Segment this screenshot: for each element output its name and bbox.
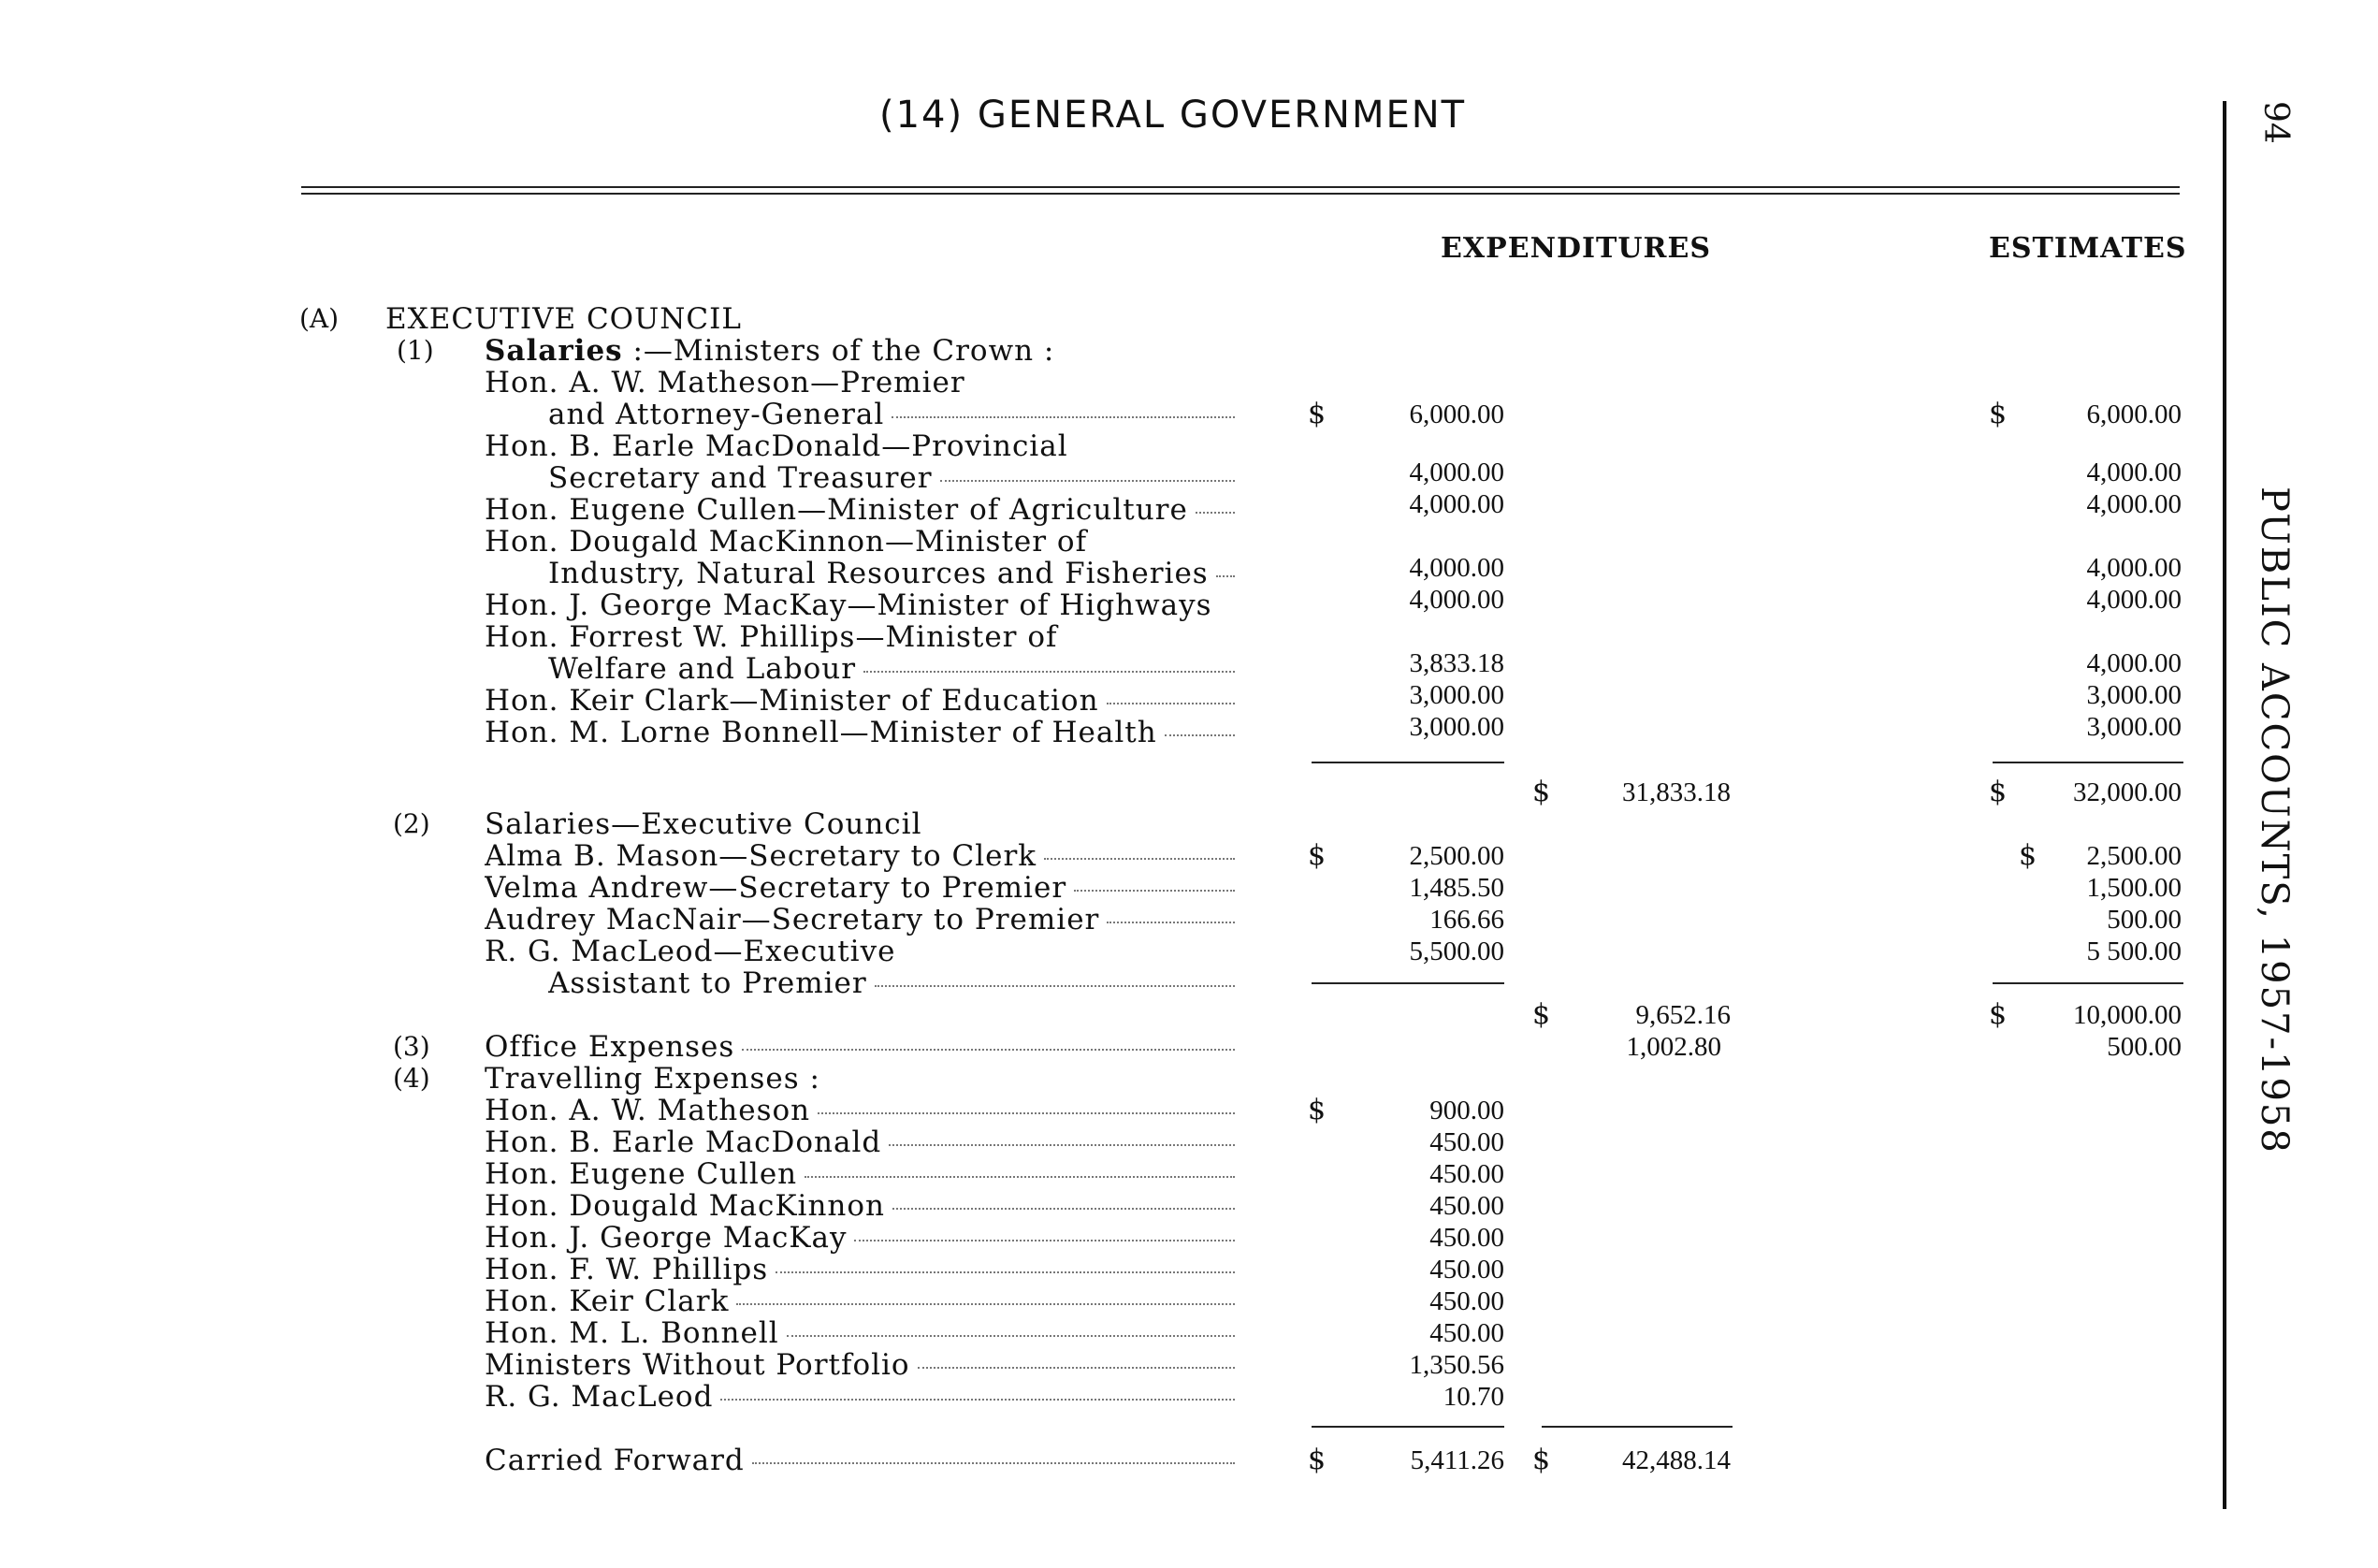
- subtotal-estimate: 32,000.00: [2073, 777, 2182, 807]
- entry-label: Hon. J. George MacKay—Minister of Highways: [485, 588, 1212, 622]
- estimate-value: 4,000.00: [2086, 648, 2182, 678]
- dollar-sign: $: [1532, 998, 1551, 1031]
- entry-label: Hon. Keir Clark: [485, 1285, 1235, 1317]
- subsection-label: Travelling Expenses :: [485, 1062, 820, 1096]
- running-title: PUBLIC ACCOUNTS, 1957-1958: [2253, 486, 2296, 1154]
- subsection-label-bold: Salaries: [485, 334, 623, 368]
- entry-label: Hon. Eugene Cullen—Minister of Agriculture: [485, 494, 1235, 526]
- expenditure-value: 450.00: [1429, 1255, 1504, 1285]
- expenditure-value: 4,000.00: [1409, 489, 1504, 519]
- estimate-value: 4,000.00: [2086, 457, 2182, 487]
- entry-label: Hon. J. George MacKay: [485, 1222, 1235, 1254]
- table-row: [0, 1285, 2208, 1317]
- carried-forward-total: 42,488.14: [1622, 1445, 1731, 1475]
- table-row: [0, 1190, 2208, 1222]
- table-row: [0, 1095, 2208, 1126]
- page-number: 94: [2256, 101, 2295, 144]
- entry-label: R. G. MacLeod—Executive: [485, 935, 896, 968]
- margin-rule: [2223, 101, 2226, 1509]
- estimates-column-heading: ESTIMATES: [1989, 232, 2187, 265]
- entry-label: Hon. A. W. Matheson—Premier: [485, 366, 965, 399]
- estimate-value: 1,500.00: [2086, 873, 2182, 903]
- section-heading: [0, 303, 2208, 335]
- expenditure-value: 450.00: [1429, 1191, 1504, 1221]
- table-row: [0, 553, 2208, 589]
- expenditure-value: 450.00: [1429, 1318, 1504, 1348]
- entry-label: Ministers Without Portfolio: [485, 1349, 1235, 1381]
- expenditures-column-heading: EXPENDITURES: [1441, 232, 1711, 265]
- subtotal-rule: [1312, 982, 1504, 984]
- expenditure-value: 1,350.56: [1409, 1350, 1504, 1380]
- expenditure-value: 4,000.00: [1409, 457, 1504, 487]
- estimate-value: 3,000.00: [2086, 680, 2182, 710]
- table-row: [0, 872, 2208, 904]
- subsection-heading: [0, 808, 2208, 840]
- expenditure-value: 6,000.00: [1409, 399, 1504, 429]
- expenditure-value: 1,485.50: [1409, 873, 1504, 903]
- dollar-sign: $: [1308, 839, 1327, 872]
- table-row: [0, 585, 2208, 622]
- subsection-label: [485, 335, 1054, 367]
- entry-label: Alma B. Mason—Secretary to Clerk: [485, 840, 1235, 872]
- subtotal-row: [0, 999, 2208, 1031]
- table-row: [0, 967, 2208, 999]
- total-rule: [1542, 1426, 1733, 1428]
- subsection-label-rest: :—Ministers of the Crown :: [622, 334, 1055, 368]
- entry-label: Hon. Keir Clark—Minister of Education: [485, 685, 1235, 717]
- entry-label: Hon. F. W. Phillips: [485, 1254, 1235, 1285]
- header-rule-secondary: [301, 193, 2180, 195]
- entry-label: Office Expenses: [485, 1031, 1235, 1063]
- entry-label: Hon. Forrest W. Phillips—Minister of: [485, 620, 1058, 654]
- table-row: [0, 1222, 2208, 1254]
- estimate-value: 3,000.00: [2086, 712, 2182, 742]
- item-number: (4): [393, 1063, 430, 1094]
- subsection-heading: [0, 1063, 2208, 1095]
- header-rule: [301, 186, 2180, 188]
- subtotal-rule: [1312, 762, 1504, 763]
- table-row: [0, 489, 2208, 526]
- expenditure-value: 3,000.00: [1409, 712, 1504, 742]
- dollar-sign: $: [1308, 1094, 1327, 1126]
- table-row: [0, 904, 2208, 936]
- estimate-value: 4,000.00: [2086, 585, 2182, 615]
- expenditure-value: 450.00: [1429, 1159, 1504, 1189]
- page-title: (14) GENERAL GOVERNMENT: [879, 94, 1467, 137]
- entry-label-continued: Secretary and Treasurer: [548, 462, 1235, 494]
- subsection-label: Salaries—Executive Council: [485, 807, 922, 841]
- table-row: [0, 621, 2208, 653]
- dollar-sign: $: [1989, 998, 2008, 1031]
- entry-label: Hon. B. Earle MacDonald—Provincial: [485, 429, 1068, 463]
- table-row: [0, 936, 2208, 967]
- table-row: [0, 1317, 2208, 1349]
- item-number: (1): [397, 335, 434, 366]
- estimate-value: 500.00: [2107, 1032, 2182, 1062]
- section-letter: (A): [299, 303, 340, 334]
- subtotal-rule: [1993, 982, 2183, 984]
- expenditure-value: 900.00: [1429, 1096, 1504, 1125]
- subtotal-row: [0, 777, 2208, 808]
- expenditure-value: 1,002.80: [1626, 1032, 1721, 1062]
- expenditure-value: 450.00: [1429, 1286, 1504, 1316]
- table-row: [0, 430, 2208, 462]
- table-row: [0, 367, 2208, 399]
- item-number: (2): [393, 808, 430, 839]
- expenditure-value: 10.70: [1443, 1382, 1504, 1412]
- subsection-heading: [0, 335, 2208, 367]
- subtotal-estimate: 10,000.00: [2073, 1000, 2182, 1030]
- expenditure-value: 5,500.00: [1409, 936, 1504, 966]
- entry-label: R. G. MacLeod: [485, 1381, 1235, 1413]
- subtotal-expenditure: 9,652.16: [1635, 1000, 1731, 1030]
- estimate-value: 500.00: [2107, 905, 2182, 935]
- entry-label: Velma Andrew—Secretary to Premier: [485, 872, 1235, 904]
- estimate-value: 4,000.00: [2086, 489, 2182, 519]
- expenditure-value: 166.66: [1429, 905, 1504, 935]
- entry-label: Hon. Dougald MacKinnon: [485, 1190, 1235, 1222]
- dollar-sign: $: [1989, 776, 2008, 808]
- estimate-value: 4,000.00: [2086, 553, 2182, 583]
- expenditure-value: 3,000.00: [1409, 680, 1504, 710]
- expenditure-value: 2,500.00: [1409, 841, 1504, 871]
- carried-forward-label: Carried Forward: [485, 1445, 1235, 1476]
- entry-label-continued: Industry, Natural Resources and Fisheries: [548, 558, 1235, 589]
- table-row: [0, 648, 2208, 685]
- carried-forward-row: [0, 1445, 2208, 1476]
- entry-label: Hon. A. W. Matheson: [485, 1095, 1235, 1126]
- expenditure-value: 4,000.00: [1409, 553, 1504, 583]
- estimate-value: 5 500.00: [2086, 936, 2182, 966]
- dollar-sign: $: [1308, 398, 1327, 430]
- table-row: [0, 1254, 2208, 1285]
- dollar-sign: $: [1532, 776, 1551, 808]
- total-rule: [1312, 1426, 1504, 1428]
- entry-label: Hon. Eugene Cullen: [485, 1158, 1235, 1190]
- entry-label-continued: Assistant to Premier: [548, 967, 1235, 999]
- dollar-sign: $: [2019, 839, 2037, 872]
- table-row: [0, 1158, 2208, 1190]
- dollar-sign: $: [1308, 1444, 1327, 1476]
- entry-label: Hon. M. Lorne Bonnell—Minister of Health: [485, 717, 1235, 748]
- table-row: [0, 526, 2208, 558]
- carried-forward-expenditure: 5,411.26: [1410, 1445, 1504, 1475]
- table-row: [0, 457, 2208, 494]
- entry-label: Hon. Dougald MacKinnon—Minister of: [485, 525, 1088, 559]
- expenditure-value: 450.00: [1429, 1127, 1504, 1157]
- entry-label: Audrey MacNair—Secretary to Premier: [485, 904, 1235, 936]
- subtotal-rule: [1993, 762, 2183, 763]
- subtotal-expenditure: 31,833.18: [1622, 777, 1731, 807]
- table-row: [0, 1031, 2208, 1063]
- dollar-sign: $: [1989, 398, 2008, 430]
- table-row: [0, 1126, 2208, 1158]
- estimate-value: 6,000.00: [2086, 399, 2182, 429]
- table-row: [0, 1349, 2208, 1381]
- table-row: [0, 712, 2208, 748]
- table-row: [0, 680, 2208, 717]
- expenditure-value: 4,000.00: [1409, 585, 1504, 615]
- entry-label-continued: Welfare and Labour: [548, 653, 1235, 685]
- expenditure-value: 3,833.18: [1409, 648, 1504, 678]
- entry-label-continued: and Attorney-General: [548, 399, 1235, 430]
- item-number: (3): [393, 1031, 430, 1062]
- table-row: [0, 1381, 2208, 1413]
- entry-label: Hon. M. L. Bonnell: [485, 1317, 1235, 1349]
- table-row: [0, 840, 2208, 872]
- dollar-sign: $: [1532, 1444, 1551, 1476]
- section-title: EXECUTIVE COUNCIL: [385, 302, 742, 336]
- estimate-value: 2,500.00: [2086, 841, 2182, 871]
- table-row: [0, 399, 2208, 430]
- expenditure-value: 450.00: [1429, 1223, 1504, 1253]
- entry-label: Hon. B. Earle MacDonald: [485, 1126, 1235, 1158]
